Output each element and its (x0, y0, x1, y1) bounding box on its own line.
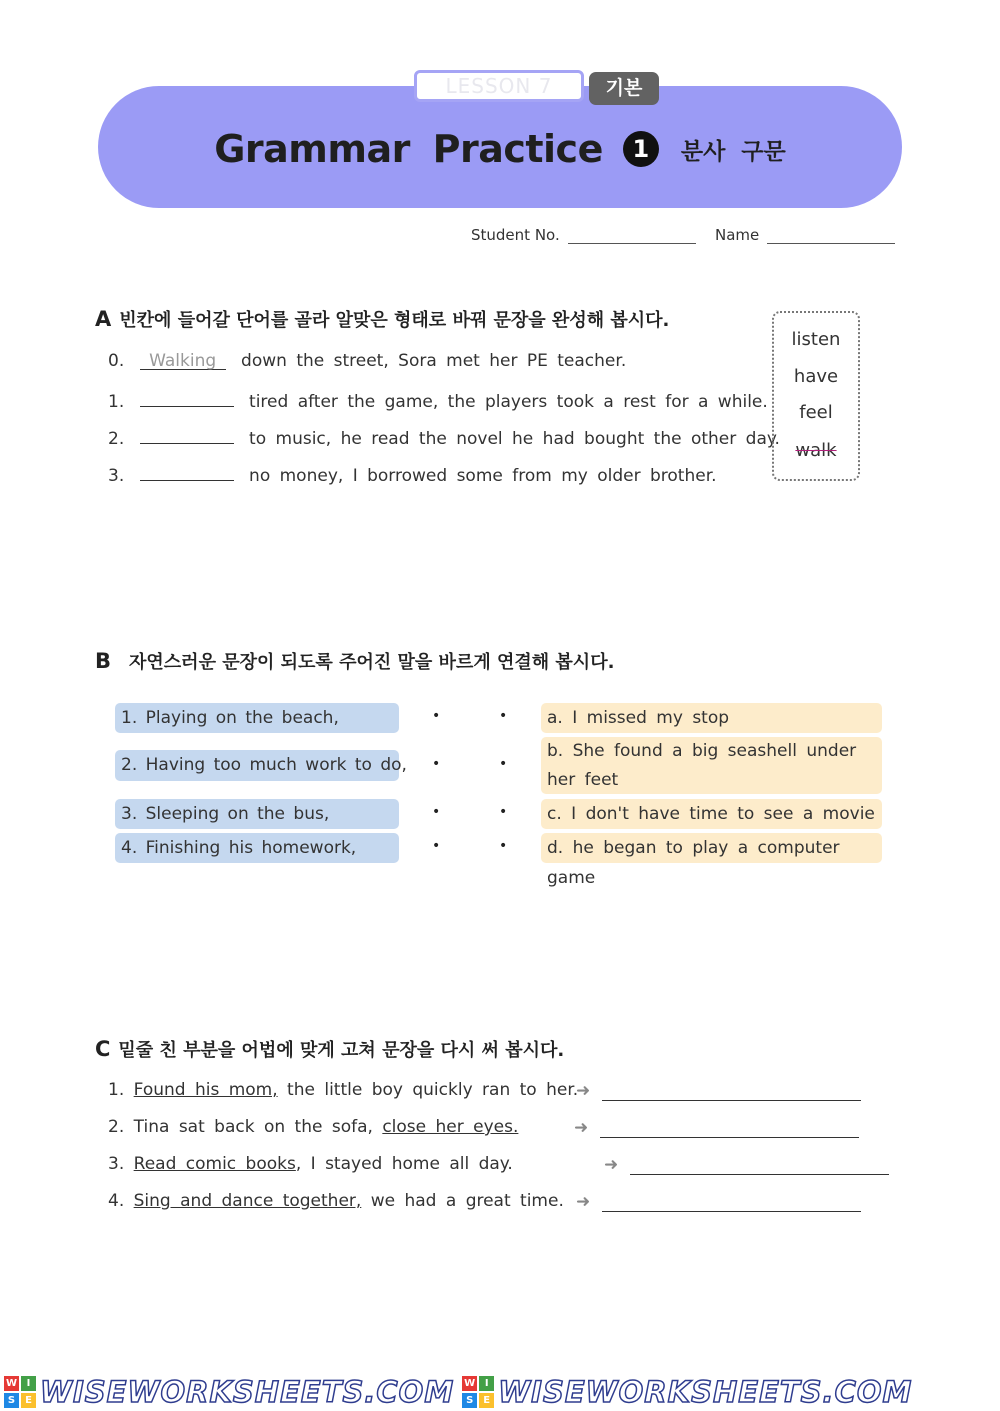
b-left-item-4[interactable]: 4. Finishing his homework, (115, 833, 399, 863)
b-left-dot[interactable]: • (432, 756, 441, 772)
section-b-heading (95, 648, 614, 674)
c-answer-line-1[interactable] (602, 1082, 861, 1101)
section-b-instruction: 자연스러운 문장이 되도록 주어진 말을 바르게 연결해 봅시다. (129, 652, 615, 673)
page-subtitle: 분사 구문 (680, 138, 786, 165)
a-item-number: 2. (108, 429, 125, 449)
a-item-number: 3. (108, 466, 125, 486)
a-item-text: to music, he read the novel he had bought the other day. (249, 429, 780, 449)
c-answer-line-4[interactable] (602, 1193, 861, 1212)
name-label: Name (715, 226, 760, 244)
section-c-heading (95, 1036, 564, 1062)
logo-cell: S (4, 1393, 19, 1408)
name-field[interactable] (715, 226, 895, 244)
b-right-dot[interactable]: • (499, 756, 508, 772)
b-right-item-c[interactable]: c. I don't have time to see a movie (541, 799, 882, 829)
brand-text: WISEWORKSHEETS.COM (40, 1374, 455, 1409)
b-right-item-a[interactable]: a. I missed my stop (541, 703, 882, 733)
word-listen: listen (791, 329, 841, 350)
a-item-text: tired after the game, the players took a rest for a while. (249, 392, 768, 412)
a-item-0 (108, 351, 626, 371)
footer-watermark (0, 1372, 1000, 1411)
section-c-letter: C (95, 1037, 111, 1061)
a-answer-blank[interactable] (140, 388, 234, 407)
brand-logo (4, 1375, 454, 1409)
student-no-blank[interactable] (568, 229, 696, 244)
b-right-item-b[interactable]: b. She found a big seashell under her feet (541, 737, 882, 794)
brand-text: WISEWORKSHEETS.COM (498, 1374, 913, 1409)
word-have: have (793, 366, 839, 387)
c-item-number: 1. (108, 1080, 125, 1100)
section-c-instruction: 밑줄 친 부분을 어법에 맞게 고쳐 문장을 다시 써 봅시다. (118, 1040, 565, 1061)
student-no-field[interactable] (471, 226, 696, 244)
title-number-badge: 1 (623, 131, 659, 167)
brand-logo-icon (4, 1376, 36, 1408)
b-left-item-3[interactable]: 3. Sleeping on the bus, (115, 799, 399, 829)
c-item-text: we had a great time. (361, 1191, 564, 1211)
a-answer-blank[interactable] (140, 462, 234, 481)
a-item-number: 1. (108, 392, 125, 412)
word-box (772, 311, 860, 481)
b-left-item-1[interactable]: 1. Playing on the beach, (115, 703, 399, 733)
name-blank[interactable] (767, 229, 895, 244)
logo-cell: W (464, 1377, 476, 1389)
arrow-icon: ➜ (576, 1081, 591, 1101)
b-left-dot[interactable]: • (432, 708, 441, 724)
section-a-instruction: 빈칸에 들어갈 단어를 골라 알맞은 형태로 바꿔 문장을 완성해 봅시다. (119, 310, 670, 331)
section-a-letter: A (95, 307, 112, 331)
b-left-dot[interactable]: • (432, 838, 441, 854)
a-item-2 (108, 425, 780, 449)
c-item-number: 3. (108, 1154, 125, 1174)
c-underlined-phrase: Read comic books (133, 1154, 296, 1174)
c-underlined-phrase: Found his mom, (133, 1080, 278, 1100)
section-a-heading (95, 306, 669, 332)
c-answer-line-3[interactable] (630, 1156, 889, 1175)
level-badge: 기본 (589, 72, 659, 105)
word-feel: feel (799, 402, 833, 423)
lesson-label: LESSON 7 (414, 70, 584, 102)
student-no-label: Student No. (471, 226, 560, 244)
b-right-item-d[interactable]: d. he began to play a computer game (541, 833, 882, 863)
arrow-icon: ➜ (604, 1155, 619, 1175)
arrow-icon: ➜ (574, 1118, 589, 1138)
logo-cell: W (5, 1377, 18, 1389)
a-item-3 (108, 462, 717, 486)
brand-logo (462, 1375, 912, 1409)
c-item-text: the little boy quickly ran to her. (277, 1080, 579, 1100)
c-item-1 (108, 1080, 578, 1100)
a-answer-blank[interactable] (140, 425, 234, 444)
logo-cell: I (479, 1376, 494, 1391)
b-left-item-2[interactable]: 2. Having too much work to do, (115, 750, 399, 781)
logo-cell: S (462, 1393, 477, 1408)
a-answer-blank[interactable]: Walking (140, 351, 226, 370)
title-row (98, 124, 902, 174)
a-item-1 (108, 388, 768, 412)
logo-cell: I (21, 1376, 36, 1391)
c-item-number: 4. (108, 1191, 125, 1211)
c-answer-line-2[interactable] (600, 1119, 859, 1138)
c-item-4 (108, 1191, 564, 1211)
a-item-number: 0. (108, 351, 125, 371)
c-item-text: Tina sat back on the sofa, (133, 1117, 383, 1137)
b-right-dot[interactable]: • (499, 804, 508, 820)
c-item-2 (108, 1117, 518, 1137)
section-b-letter: B (95, 649, 112, 673)
brand-logo-icon (462, 1376, 494, 1408)
c-item-text: , I stayed home all day. (295, 1154, 513, 1174)
c-item-3 (108, 1154, 513, 1174)
a-item-text: no money, I borrowed some from my older brother. (249, 466, 717, 486)
c-underlined-phrase: Sing and dance together, (133, 1191, 362, 1211)
arrow-icon: ➜ (576, 1192, 591, 1212)
b-right-dot[interactable]: • (499, 708, 508, 724)
logo-cell: E (21, 1393, 36, 1408)
page-title: Grammar Practice (214, 127, 603, 171)
c-underlined-phrase: close her eyes. (382, 1117, 519, 1137)
b-left-dot[interactable]: • (432, 804, 441, 820)
c-item-number: 2. (108, 1117, 125, 1137)
logo-cell: E (479, 1393, 494, 1408)
a-item-text: down the street, Sora met her PE teacher. (241, 351, 627, 371)
word-walk-used: walk (795, 440, 837, 461)
b-right-dot[interactable]: • (499, 838, 508, 854)
